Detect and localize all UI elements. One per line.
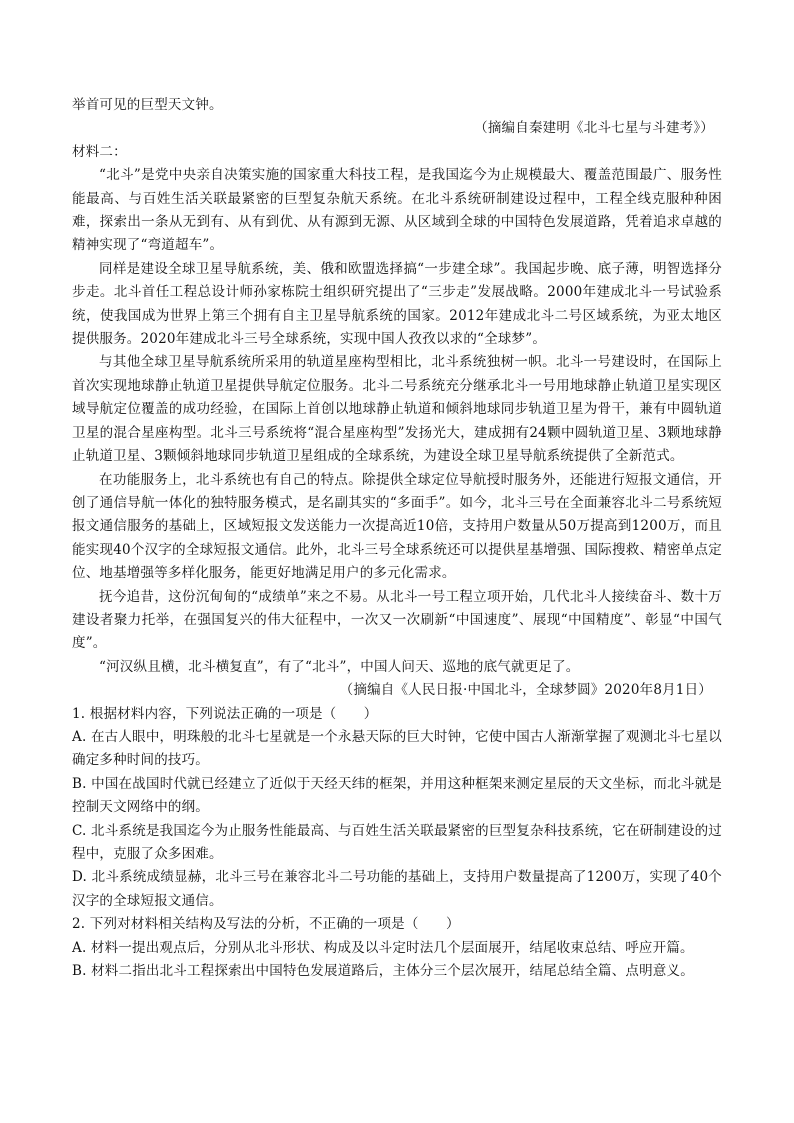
material-2-paragraph-5: 抚今追昔，这份沉甸甸的“成绩单”来之不易。从北斗一号工程立项开始，几代北斗人接续奋斗、数十万建设者聚力托举，在强国复兴的伟大征程中，一次又一次刷新“中国速度”、展现“中国精度”、彰显“中国气度”。	[72, 588, 722, 652]
source-citation-1: （摘编自秦建明《北斗七星与斗建考》）	[474, 120, 714, 137]
material-2-paragraph-1: “北斗”是党中央亲自决策实施的国家重大科技工程，是我国迄今为止规模最大、覆盖范围最广、服务性能最高、与百姓生活关联最紧密的巨型复杂航天系统。在北斗系统研制建设过程中，工程全线克服种种困难，探索出一条从无到有、从有到优、从有源到无源、从区域到全球的中国特色发展道路，凭着追求卓越的精神实现了“弯道超车”。	[72, 167, 722, 254]
material-2-heading: 材料二：	[72, 143, 127, 160]
document-page	[72, 94, 722, 983]
question-1-option-b: B. 中国在战国时代就已经建立了近似于天经天纬的框架，并用这种框架来测定星辰的天文坐标，而北斗就是控制天文网络中的纲。	[72, 775, 722, 816]
question-1-option-c: C. 北斗系统是我国迄今为止服务性能最高、与百姓生活关联最紧密的巨型复杂科技系统，它在研制建设的过程中，克服了众多困难。	[72, 822, 722, 862]
question-2-option-b: B. 材料二指出北斗工程探索出中国特色发展道路后，主体分三个层次展开，结尾总结全篇、点明意义。	[72, 963, 694, 980]
question-2-option-a: A. 材料一提出观点后，分别从北斗形状、构成及以斗定时法几个层面展开，结尾收束总结、呼应开篇。	[72, 939, 694, 956]
material-2-paragraph-3: 与其他全球卫星导航系统所采用的轨道星座构型相比，北斗系统独树一帜。北斗一号建设时，在国际上首次实现地球静止轨道卫星提供导航定位服务。北斗二号系统充分继承北斗一号用地球静止轨道卫星实现区域导航定位覆盖的成功经验，在国际上首创以地球静止轨道和倾斜地球同步轨道卫星为骨干，兼有中圆轨道卫星的混合星座构型。北斗三号系统将“混合星座构型”发扬光大，建成拥有24颗中圆轨道卫星、3颗地球静止轨道卫星、3颗倾斜地球同步轨道卫星组成的全球系统，为建设全球卫星导航系统提供了全新范式。	[72, 354, 722, 465]
question-2-stem: 2. 下列对材料相关结构及写法的分析，不正确的一项是（ ）	[72, 916, 460, 933]
material-2-paragraph-4: 在功能服务上，北斗系统也有自己的特点。除提供全球定位导航授时服务外，还能进行短报文通信，开创了通信导航一体化的独特服务模式，是名副其实的“多面手”。如今，北斗三号在全面兼容北斗二号系统短报文通信服务的基础上，区域短报文发送能力一次提高近10倍，支持用户数量从50万提高到1200万，而且能实现40个汉字的全球短报文通信。此外，北斗三号全球系统还可以提供星基增强、国际搜救、精密单点定位、地基增强等多样化服务，能更好地满足用户的多元化需求。	[72, 471, 722, 582]
source-citation-2: （摘编自《人民日报·中国北斗，全球梦圆》2020年8月1日）	[339, 682, 712, 699]
question-1-option-d: D. 北斗系统成绩显赫，北斗三号在兼容北斗二号功能的基础上，支持用户数量提高了1200万，实现了40个汉字的全球短报文通信。	[72, 869, 722, 909]
material-2-paragraph-6: “河汉纵且横，北斗横复直”，有了“北斗”，中国人问天、巡地的底气就更足了。	[99, 658, 580, 675]
material-2-paragraph-2: 同样是建设全球卫星导航系统，美、俄和欧盟选择搞“一步建全球”。我国起步晚、底子薄，明智选择分步走。北斗首任工程总设计师孙家栋院士组织研究提出了“三步走”发展战略。2000年建成北斗一号试验系统，使我国成为世界上第三个拥有自主卫星导航系统的国家。2012年建成北斗二号区域系统，为亚太地区提供服务。2020年建成北斗三号全球系统，实现中国人孜孜以求的“全球梦”。	[72, 260, 722, 348]
question-1-stem: 1. 根据材料内容，下列说法正确的一项是（ ）	[72, 705, 378, 722]
continuation-text: 举首可见的巨型天文钟。	[72, 97, 223, 113]
question-1-option-a: A. 在古人眼中，明珠般的北斗七星就是一个永悬天际的巨大时钟，它使中国古人渐渐掌握了观测北斗七星以确定多种时间的技巧。	[72, 728, 722, 769]
